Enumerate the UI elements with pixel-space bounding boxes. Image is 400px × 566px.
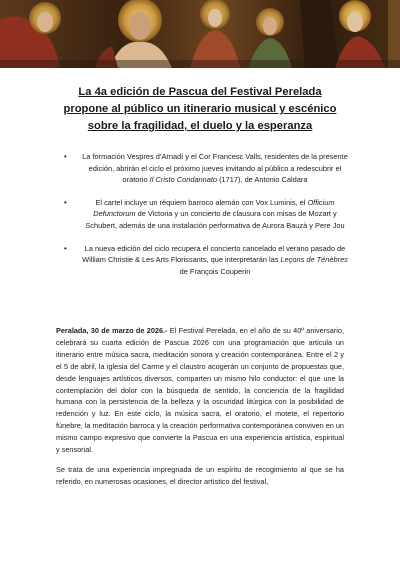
highlight-text-part: El cartel incluye un réquiem barroco alemán con Vox Luminis, el [95, 197, 308, 207]
headline-line-1: La 4a edición de Pascua del Festival Perelada [78, 86, 322, 98]
highlight-item [60, 243, 352, 278]
highlight-text [60, 243, 352, 278]
headline-line-2: propone al público un itinerario musical y escénico [63, 103, 337, 115]
religious-painting-icon [0, 0, 400, 68]
highlight-text [60, 197, 352, 232]
highlights-list [60, 151, 352, 288]
paragraph-text: El Festival Perelada, en el año de su 40º aniversario, celebrará su cuarta edición de Pascua 2026 con una programación que articula un itinerario entre música sacra, meditación sonora y creación contemporánea. Entre el 2 y el 5 de abril, la iglesia del Carme y el claustro acogerán un conjunto de propuestas que, desde lenguajes artísticos diversos, comparten un mismo hilo conductor: el que une la contemplación del dolor con la búsqueda de sentido, la conciencia de la fragilidad humana con la persistencia de la belleza y la oscuridad litúrgica con la posibilidad de redención y luz. En este ciclo, la música sacra, el oratorio, el motete, el repertorio fúnebre, la meditación barroca y la creación performativa contemporánea conviven en un mismo campo expresivo que convierte la Pascua en una experiencia artística, espiritual y sensorial. [56, 326, 344, 455]
body-paragraph-1 [56, 325, 344, 456]
dateline: Peralada, 30 de marzo de 2026.- [56, 326, 168, 335]
highlight-text [60, 151, 352, 186]
highlight-text-part: La nueva edición del ciclo recupera el concierto cancelado el verano pasado de William Christie & Les Arts Florissants, que interpretarán las [82, 243, 346, 265]
highlight-item [60, 151, 352, 186]
bullet-marker: • [64, 197, 67, 207]
bullet-marker: • [64, 243, 67, 253]
article-body [56, 325, 344, 496]
highlight-work-title: Leçons de Ténèbres [280, 255, 348, 265]
headline [40, 84, 360, 135]
highlight-text-part: de François Couperin [179, 266, 251, 276]
highlight-text-part: de Victoria y un concierto de clausura con misas de Mozart y Schubert, además de una instalación performativa de Aurora Bauzà y Pere Jou [85, 209, 345, 230]
highlight-work-title: Officium Defunctorum [93, 197, 335, 219]
highlight-work-title: Il Cristo Condannato [149, 175, 218, 185]
body-paragraph-2: Se trata de una experiencia impregnada de un espíritu de recogimiento al que se ha referido, en numerosas ocasiones, el director artístico del festival, [56, 464, 344, 486]
highlight-text-part: La formación Vespres d’Arnadí y el Cor Francesc Valls, residentes de la presente edición, abrirán el ciclo el próximo jueves invitando al público a redescubrir el oratorio [82, 152, 348, 185]
headline-line-3: sobre la fragilidad, el duelo y la esperanza [87, 120, 313, 132]
highlight-text-part: (1717), de Antonio Caldara [217, 175, 308, 185]
header-banner-image [0, 0, 400, 68]
highlight-item [60, 197, 352, 232]
bullet-marker: • [64, 152, 67, 161]
